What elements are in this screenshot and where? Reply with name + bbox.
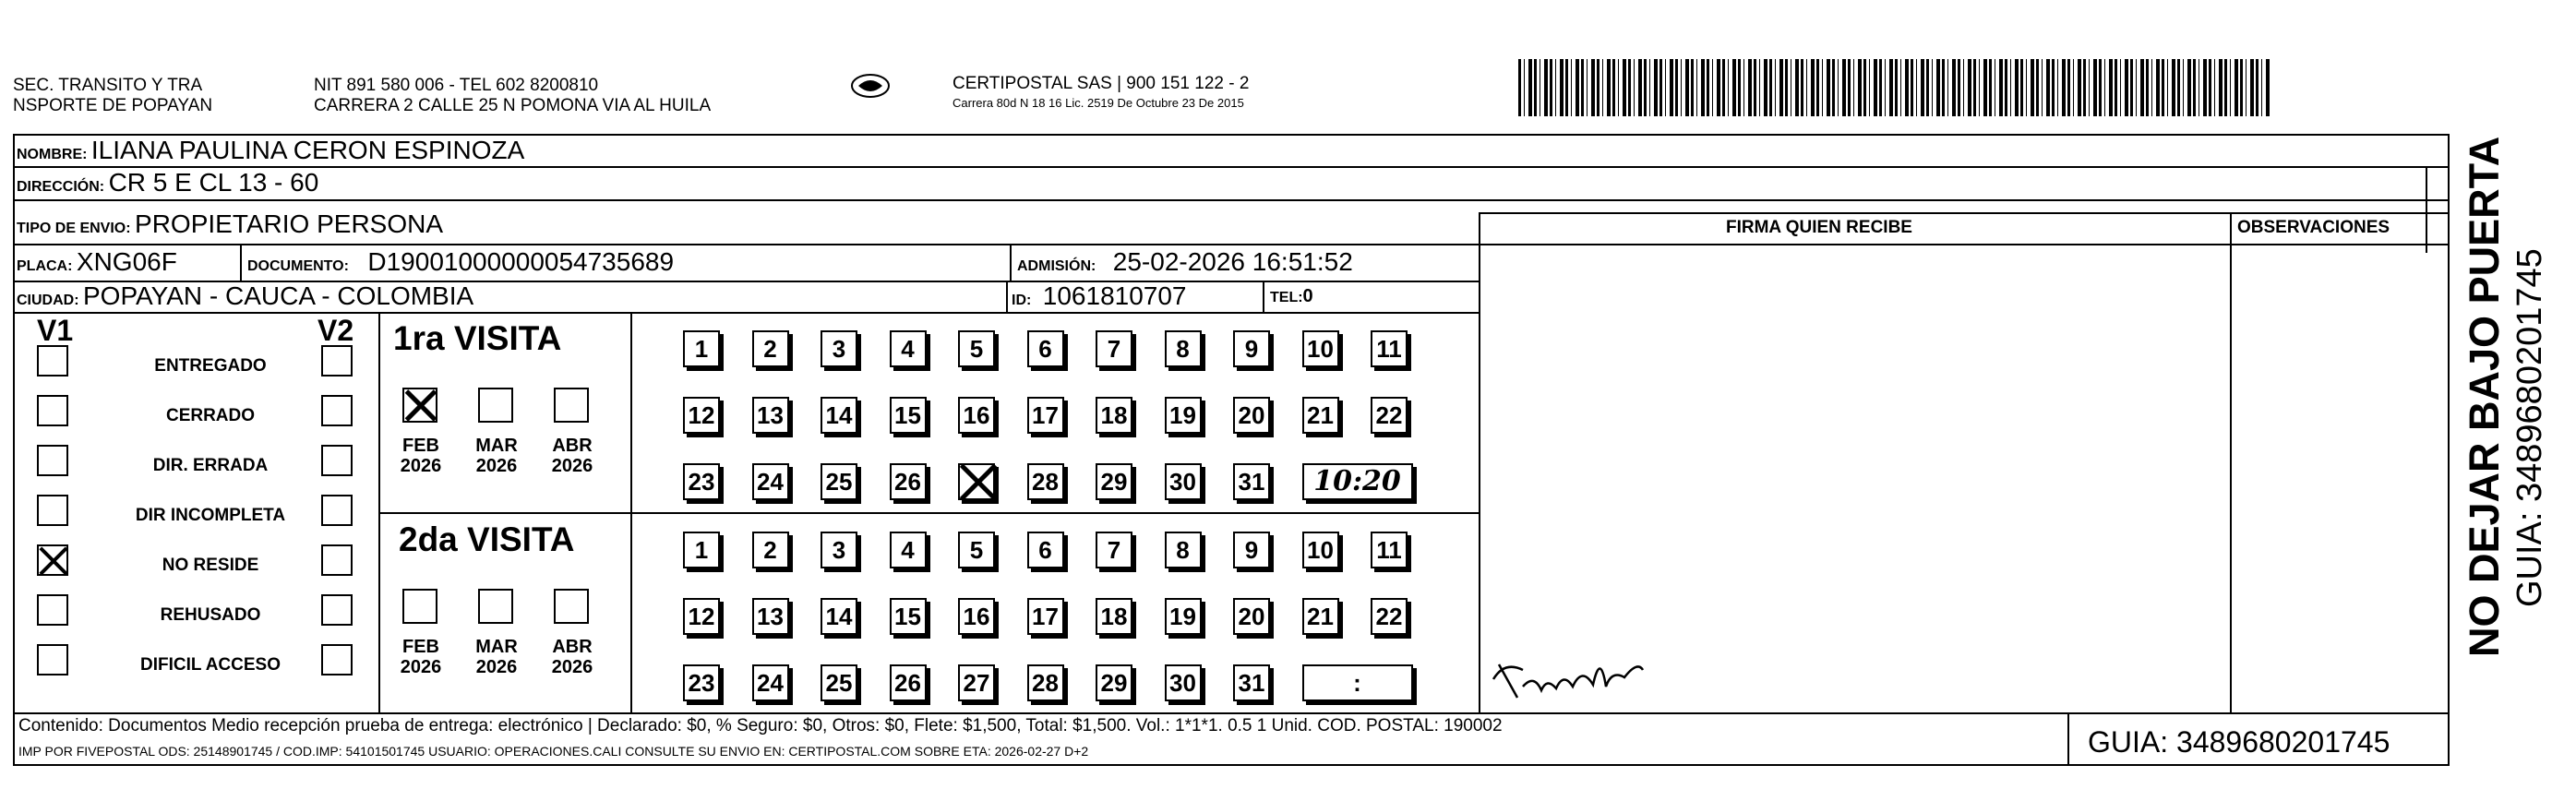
nit-block	[314, 76, 711, 116]
status-label: DIFICIL ACCESO	[139, 655, 281, 675]
day-checkbox[interactable]: 4	[890, 532, 927, 568]
month-label	[464, 436, 529, 476]
placa-value: XNG06F	[76, 247, 177, 276]
day-checkbox[interactable]: 2	[752, 330, 789, 367]
guia-box: GUIA: 3489680201745	[2088, 725, 2390, 759]
tipo-value: PROPIETARIO PERSONA	[135, 209, 444, 238]
carrier-line2: Carrera 80d N 18 16 Lic. 2519 De Octubre 23 De 2015	[953, 96, 1244, 110]
nit-line1: NIT 891 580 006 - TEL 602 8200810	[314, 76, 599, 95]
v2-header: V2	[318, 314, 354, 347]
month-name: FEB	[402, 637, 439, 657]
status-label: DIR. ERRADA	[152, 456, 269, 475]
status-v1-checkbox[interactable]	[37, 594, 68, 626]
day-checkbox[interactable]: 25	[821, 664, 857, 701]
status-v2-checkbox[interactable]	[321, 395, 353, 426]
admision-value: 25-02-2026 16:51:52	[1112, 247, 1353, 276]
day-checkbox[interactable]: 12	[683, 397, 720, 434]
issuer-line1: SEC. TRANSITO Y TRA	[13, 76, 203, 95]
firma-column-header: FIRMA QUIEN RECIBE	[1726, 218, 1912, 237]
day-checkbox[interactable]: 17	[1027, 397, 1064, 434]
day-checkbox[interactable]: 12	[683, 598, 720, 635]
day-checkbox[interactable]: 9	[1233, 532, 1270, 568]
month-checkbox[interactable]	[478, 388, 513, 423]
day-checkbox[interactable]: 1	[683, 330, 720, 367]
day-checkbox[interactable]: 8	[1165, 532, 1202, 568]
month-year: 2026	[551, 657, 593, 677]
day-checkbox[interactable]: 19	[1165, 397, 1202, 434]
day-checkbox[interactable]: 24	[752, 664, 789, 701]
status-v1-checkbox[interactable]	[37, 395, 68, 426]
status-v2-checkbox[interactable]	[321, 644, 353, 675]
issuer-line2: NSPORTE DE POPAYAN	[13, 96, 213, 115]
status-v1-checkbox[interactable]	[37, 544, 68, 576]
day-checkbox[interactable]: 24	[752, 463, 789, 500]
month-name: MAR	[475, 436, 518, 456]
month-year: 2026	[400, 657, 442, 677]
side-warning: NO DEJAR BAJO PUERTA	[2461, 136, 2508, 657]
day-checkbox[interactable]: 4	[890, 330, 927, 367]
day-checkbox[interactable]: 16	[958, 598, 995, 635]
day-checkbox[interactable]: 28	[1027, 463, 1064, 500]
time-field[interactable]: 10:20	[1302, 463, 1413, 500]
month-label	[540, 637, 605, 677]
status-label: NO RESIDE	[162, 556, 259, 575]
direccion-field: DIRECCIÓN: CR 5 E CL 13 - 60	[17, 168, 319, 197]
day-checkbox[interactable]: 3	[821, 330, 857, 367]
month-checkbox[interactable]	[478, 589, 513, 624]
v1-header: V1	[37, 314, 74, 347]
month-checkbox[interactable]	[402, 589, 437, 624]
day-checkbox[interactable]: 5	[958, 330, 995, 367]
day-checkbox[interactable]: 21	[1302, 397, 1339, 434]
day-checkbox[interactable]: 27	[958, 664, 995, 701]
month-name: ABR	[552, 637, 593, 657]
id-field: ID: 1061810707	[1012, 281, 1187, 310]
day-checkbox[interactable]: 28	[1027, 664, 1064, 701]
status-label: CERRADO	[165, 406, 256, 425]
month-name: FEB	[402, 436, 439, 456]
day-checkbox[interactable]: 11	[1371, 532, 1408, 568]
day-checkbox[interactable]: 17	[1027, 598, 1064, 635]
day-checkbox[interactable]: 13	[752, 598, 789, 635]
day-checkbox[interactable]: 7	[1096, 330, 1132, 367]
status-label: ENTREGADO	[154, 356, 267, 376]
day-checkbox[interactable]: 23	[683, 664, 720, 701]
day-checkbox[interactable]: 31	[1233, 664, 1270, 701]
month-year: 2026	[475, 456, 518, 476]
day-checkbox[interactable]: 6	[1027, 330, 1064, 367]
placa-field: PLACA: XNG06F	[17, 247, 177, 276]
status-v2-checkbox[interactable]	[321, 345, 353, 377]
visit-title: 1ra VISITA	[393, 319, 562, 357]
day-checkbox[interactable]: 22	[1371, 397, 1408, 434]
day-checkbox[interactable]: 7	[1096, 532, 1132, 568]
day-checkbox[interactable]: 3	[821, 532, 857, 568]
month-year: 2026	[475, 657, 518, 677]
month-label	[389, 637, 453, 677]
day-checkbox[interactable]: 8	[1165, 330, 1202, 367]
status-v2-checkbox[interactable]	[321, 544, 353, 576]
visit-title: 2da VISITA	[399, 520, 575, 558]
day-checkbox[interactable]: 22	[1371, 598, 1408, 635]
day-checkbox[interactable]: 25	[821, 463, 857, 500]
day-checkbox[interactable]: 10	[1302, 532, 1339, 568]
day-checkbox[interactable]	[958, 463, 995, 500]
certipostal-logo-icon	[849, 72, 892, 100]
month-label	[464, 637, 529, 677]
nit-line2: CARRERA 2 CALLE 25 N POMONA VIA AL HUILA	[314, 96, 712, 115]
day-checkbox[interactable]: 16	[958, 397, 995, 434]
day-checkbox[interactable]: 20	[1233, 598, 1270, 635]
month-label	[389, 436, 453, 476]
status-v1-checkbox[interactable]	[37, 495, 68, 526]
day-checkbox[interactable]: 18	[1096, 598, 1132, 635]
day-checkbox[interactable]: 21	[1302, 598, 1339, 635]
ciudad-value: POPAYAN - CAUCA - COLOMBIA	[83, 281, 474, 310]
day-checkbox[interactable]: 26	[890, 463, 927, 500]
observaciones-column-header: OBSERVACIONES	[2237, 218, 2390, 237]
documento-field: DOCUMENTO: D19001000000054735689	[247, 247, 675, 276]
month-name: MAR	[475, 637, 518, 657]
day-checkbox[interactable]: 13	[752, 397, 789, 434]
id-value: 1061810707	[1042, 281, 1187, 310]
tel-field: TEL:0	[1270, 286, 1313, 306]
month-name: ABR	[552, 436, 593, 456]
footer-line2: IMP POR FIVEPOSTAL ODS: 25148901745 / COD.IMP: 54101501745 USUARIO: OPERACIONES.CALI CONSULTE SU ENVIO EN: CERTIPOSTAL.COM SOBRE ETA: 2026-02-27 D+2	[18, 744, 1089, 759]
day-checkbox[interactable]: 1	[683, 532, 720, 568]
day-checkbox[interactable]: 10	[1302, 330, 1339, 367]
day-checkbox[interactable]: 18	[1096, 397, 1132, 434]
nombre-field: NOMBRE: ILIANA PAULINA CERON ESPINOZA	[17, 136, 525, 164]
tel-value: 0	[1302, 286, 1313, 306]
status-v1-checkbox[interactable]	[37, 445, 68, 476]
day-checkbox[interactable]: 15	[890, 598, 927, 635]
status-v2-checkbox[interactable]	[321, 594, 353, 626]
day-checkbox[interactable]: 14	[821, 598, 857, 635]
direccion-value: CR 5 E CL 13 - 60	[108, 168, 319, 197]
admision-field: ADMISIÓN: 25-02-2026 16:51:52	[1017, 247, 1353, 276]
day-checkbox[interactable]: 29	[1096, 463, 1132, 500]
day-checkbox[interactable]: 20	[1233, 397, 1270, 434]
month-checkbox[interactable]	[402, 388, 437, 423]
day-checkbox[interactable]: 31	[1233, 463, 1270, 500]
month-checkbox[interactable]	[554, 589, 589, 624]
nombre-value: ILIANA PAULINA CERON ESPINOZA	[90, 136, 525, 164]
carrier-line1: CERTIPOSTAL SAS | 900 151 122 - 2	[953, 74, 1250, 93]
month-label	[540, 436, 605, 476]
footer-line1: Contenido: Documentos Medio recepción prueba de entrega: electrónico | Declarado: $0, % Seguro: $0, Otros: $0, Flete: $1,500, Total: $1,500. Vol.: 1*1*1. 0.5 1 Unid. COD. POSTAL: 190002	[18, 716, 1503, 735]
status-v1-checkbox[interactable]	[37, 644, 68, 675]
tipo-field: TIPO DE ENVIO: PROPIETARIO PERSONA	[17, 209, 444, 238]
status-v2-checkbox[interactable]	[321, 495, 353, 526]
documento-value: D19001000000054735689	[367, 247, 675, 276]
day-checkbox[interactable]: 11	[1371, 330, 1408, 367]
day-checkbox[interactable]: 23	[683, 463, 720, 500]
status-label: DIR INCOMPLETA	[135, 506, 286, 525]
day-checkbox[interactable]: 29	[1096, 664, 1132, 701]
day-checkbox[interactable]: 5	[958, 532, 995, 568]
day-checkbox[interactable]: 6	[1027, 532, 1064, 568]
carrier-block	[953, 74, 1249, 113]
status-v2-checkbox[interactable]	[321, 445, 353, 476]
day-checkbox[interactable]: 9	[1233, 330, 1270, 367]
barcode	[1518, 59, 2270, 116]
day-checkbox[interactable]: 30	[1165, 664, 1202, 701]
status-label: REHUSADO	[160, 605, 261, 625]
month-year: 2026	[400, 456, 442, 476]
side-guia: GUIA: 3489680201745	[2510, 248, 2549, 607]
day-checkbox[interactable]: 14	[821, 397, 857, 434]
ciudad-field: CIUDAD: POPAYAN - CAUCA - COLOMBIA	[17, 281, 474, 310]
day-checkbox[interactable]: 15	[890, 397, 927, 434]
issuer	[13, 76, 212, 116]
day-checkbox[interactable]: 19	[1165, 598, 1202, 635]
month-checkbox[interactable]	[554, 388, 589, 423]
time-field[interactable]: :	[1302, 664, 1413, 701]
day-checkbox[interactable]: 2	[752, 532, 789, 568]
day-checkbox[interactable]: 30	[1165, 463, 1202, 500]
day-checkbox[interactable]: 26	[890, 664, 927, 701]
handwritten-signature	[1486, 633, 1652, 707]
status-v1-checkbox[interactable]	[37, 345, 68, 377]
month-year: 2026	[551, 456, 593, 476]
